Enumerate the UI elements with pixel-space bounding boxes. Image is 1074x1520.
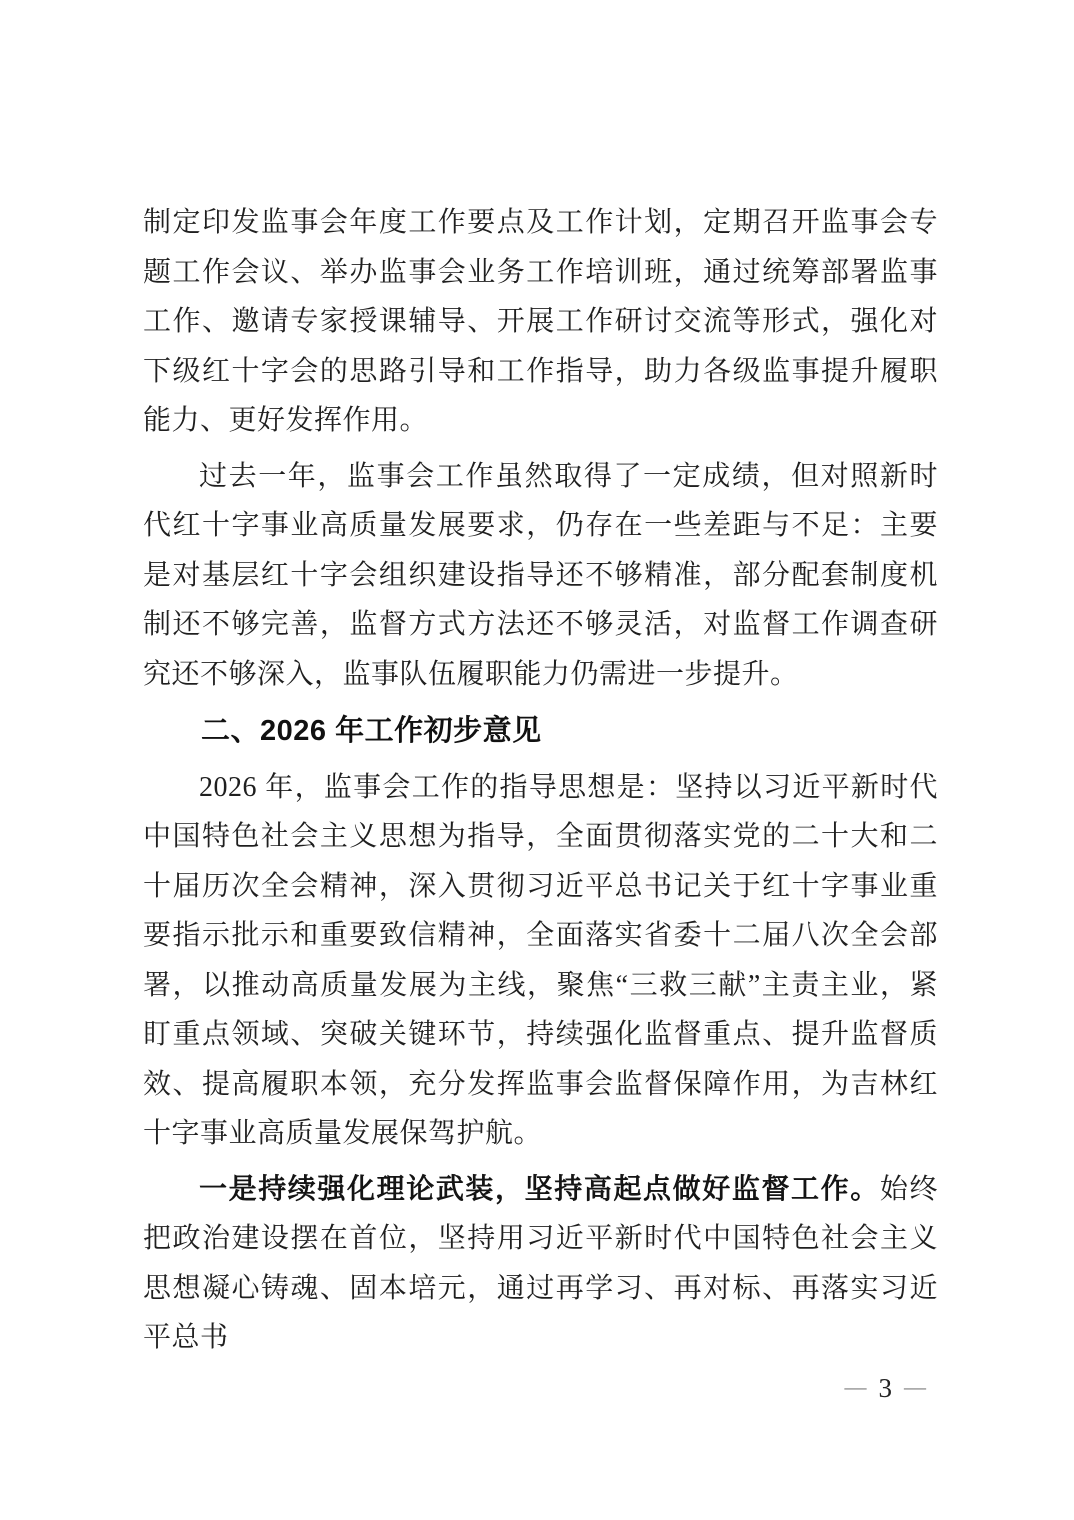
paragraph-continuation-from-previous-page: 制定印发监事会年度工作要点及工作计划，定期召开监事会专题工作会议、举办监事会业务工作培训班，通过统筹部署监事工作、邀请专家授课辅导、开展工作研讨交流等形式，强化对下级红十字会的思路引导和工作指导，助力各级监事提升履职能力、更好发挥作用。 [143,207,938,436]
page-footer [833,1372,939,1403]
page-number: 3 [878,1373,892,1403]
section-heading-2026-work-opinions: 二、2026 年工作初步意见 [201,715,542,747]
document-body [143,198,938,1363]
paragraph-review-shortcomings: 过去一年，监事会工作虽然取得了一定成绩，但对照新时代红十字事业高质量发展要求，仍存在一些差距与不足：主要是对基层红十字会组织建设指导还不够精准，部分配套制度机制还不够完善，监督方式方法还不够灵活，对监督工作调查研究还不够深入，监事队伍履职能力仍需进一步提升。 [143,460,938,690]
footer-dash-right: — [904,1374,926,1399]
paragraph-body-text: 始终把政治建设摆在首位，坚持用习近平新时代中国特色社会主义思想凝心铸魂、固本培元，通过再学习、再对标、再落实习近平总书 [143,1173,938,1353]
footer-dash-left: — [844,1374,867,1399]
paragraph-point-one [143,1165,938,1363]
paragraph-bold-lead: 一是持续强化理论武装，坚持高起点做好监督工作。 [199,1173,880,1205]
paragraph-guiding-ideology: 2026 年，监事会工作的指导思想是：坚持以习近平新时代中国特色社会主义思想为指导，全面贯彻落实党的二十大和二十届历次全会精神，深入贯彻习近平总书记关于红十字事业重要指示批示和重要致信精神，全面落实省委十二届八次全会部署，以推动高质量发展为主线，聚焦“三救三献”主责主业，紧盯重点领域、突破关键环节，持续强化监督重点、提升监督质效、提高履职本领，充分发挥监事会监督保障作用，为吉林红十字事业高质量发展保驾护航。 [143,771,938,1149]
